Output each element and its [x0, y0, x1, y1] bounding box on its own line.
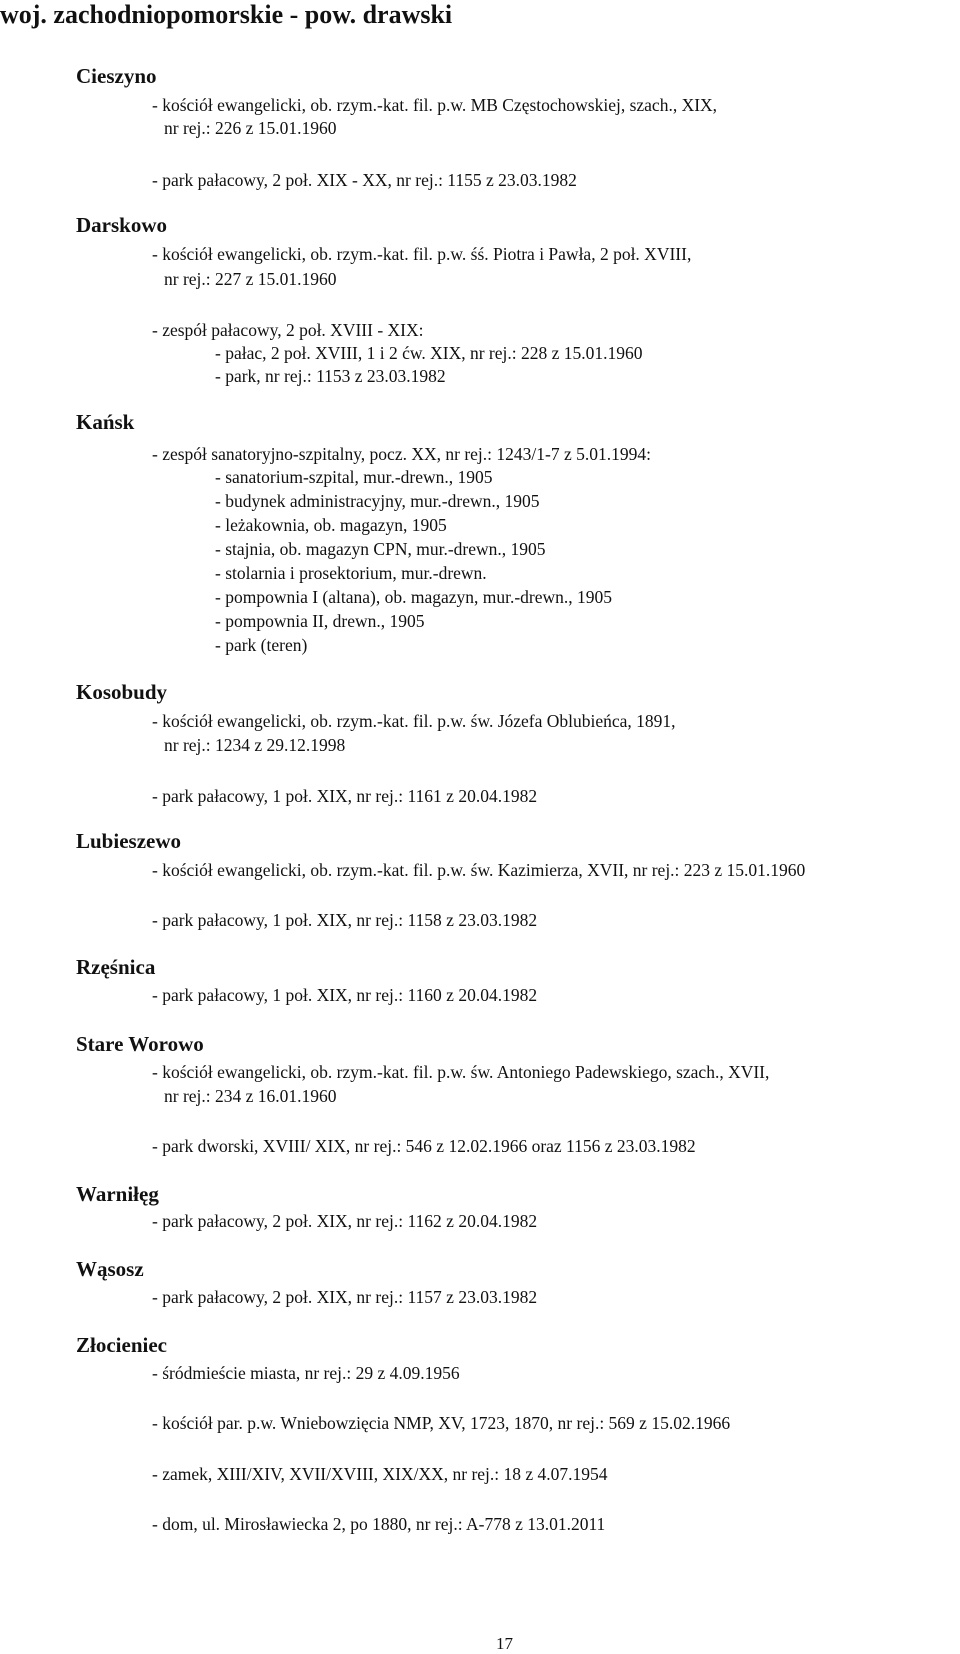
entry-line: nr rej.: 226 z 15.01.1960 [164, 118, 337, 138]
entry-subline: - sanatorium-szpital, mur.-drewn., 1905 [215, 467, 493, 487]
location-name: Warniłęg [76, 1182, 159, 1206]
entry-subline: - pompownia I (altana), ob. magazyn, mur.-drewn., 1905 [215, 587, 613, 607]
page-number: 17 [496, 1634, 513, 1653]
entry-line: nr rej.: 227 z 15.01.1960 [164, 269, 337, 289]
page-header: woj. zachodniopomorskie - pow. drawski [0, 0, 453, 29]
entry-line: - dom, ul. Mirosławiecka 2, po 1880, nr rej.: A-778 z 13.01.2011 [152, 1514, 606, 1534]
entry-line: - zamek, XIII/XIV, XVII/XVIII, XIX/XX, nr rej.: 18 z 4.07.1954 [152, 1464, 608, 1484]
entry-line: - park pałacowy, 1 poł. XIX, nr rej.: 1160 z 20.04.1982 [152, 985, 538, 1005]
entry-line: - kościół ewangelicki, ob. rzym.-kat. fil. p.w. MB Częstochowskiej, szach., XIX, [152, 95, 718, 115]
entry-line: - kościół ewangelicki, ob. rzym.-kat. fil. p.w. śś. Piotra i Pawła, 2 poł. XVIII, [152, 244, 692, 264]
location-name: Kańsk [76, 410, 135, 434]
entry-line: - park dworski, XVIII/ XIX, nr rej.: 546 z 12.02.1966 oraz 1156 z 23.03.1982 [152, 1136, 696, 1156]
location-name: Wąsosz [76, 1257, 144, 1281]
location-name: Stare Worowo [76, 1032, 204, 1056]
location-name: Lubieszewo [76, 829, 181, 853]
entry-line: - śródmieście miasta, nr rej.: 29 z 4.09.1956 [152, 1363, 460, 1383]
location-name: Cieszyno [76, 64, 157, 88]
entry-subline: - stajnia, ob. magazyn CPN, mur.-drewn., 1905 [215, 539, 546, 559]
entry-line: - kościół par. p.w. Wniebowzięcia NMP, XV, 1723, 1870, nr rej.: 569 z 15.02.1966 [152, 1413, 731, 1433]
location-name: Złocieniec [76, 1333, 167, 1357]
entry-line: - park pałacowy, 1 poł. XIX, nr rej.: 1161 z 20.04.1982 [152, 786, 538, 806]
entry-line: - kościół ewangelicki, ob. rzym.-kat. fil. p.w. św. Józefa Oblubieńca, 1891, [152, 711, 676, 731]
entry-line: - zespół sanatoryjno-szpitalny, pocz. XX, nr rej.: 1243/1-7 z 5.01.1994: [152, 444, 651, 464]
entry-subline: - stolarnia i prosektorium, mur.-drewn. [215, 563, 487, 583]
entry-line: - park pałacowy, 2 poł. XIX, nr rej.: 1157 z 23.03.1982 [152, 1287, 538, 1307]
entry-subline: - pałac, 2 poł. XVIII, 1 i 2 ćw. XIX, nr rej.: 228 z 15.01.1960 [215, 343, 643, 363]
entry-subline: - park (teren) [215, 635, 308, 655]
entry-subline: - leżakownia, ob. magazyn, 1905 [215, 515, 447, 535]
entry-line: nr rej.: 1234 z 29.12.1998 [164, 735, 346, 755]
entry-subline: - budynek administracyjny, mur.-drewn., 1905 [215, 491, 540, 511]
entry-subline: - park, nr rej.: 1153 z 23.03.1982 [215, 366, 446, 386]
entry-line: - park pałacowy, 2 poł. XIX - XX, nr rej.: 1155 z 23.03.1982 [152, 170, 577, 190]
location-name: Kosobudy [76, 680, 168, 704]
entry-line: - kościół ewangelicki, ob. rzym.-kat. fil. p.w. św. Kazimierza, XVII, nr rej.: 223 z 15.01.1960 [152, 860, 806, 880]
entry-line: - park pałacowy, 1 poł. XIX, nr rej.: 1158 z 23.03.1982 [152, 910, 538, 930]
location-name: Darskowo [76, 213, 168, 237]
entry-line: - park pałacowy, 2 poł. XIX, nr rej.: 1162 z 20.04.1982 [152, 1211, 538, 1231]
entry-line: - zespół pałacowy, 2 poł. XVIII - XIX: [152, 320, 424, 340]
location-name: Rzęśnica [76, 955, 156, 979]
entry-line: nr rej.: 234 z 16.01.1960 [164, 1086, 337, 1106]
entry-line: - kościół ewangelicki, ob. rzym.-kat. fil. p.w. św. Antoniego Padewskiego, szach., XVII, [152, 1062, 770, 1082]
entry-subline: - pompownia II, drewn., 1905 [215, 611, 425, 631]
